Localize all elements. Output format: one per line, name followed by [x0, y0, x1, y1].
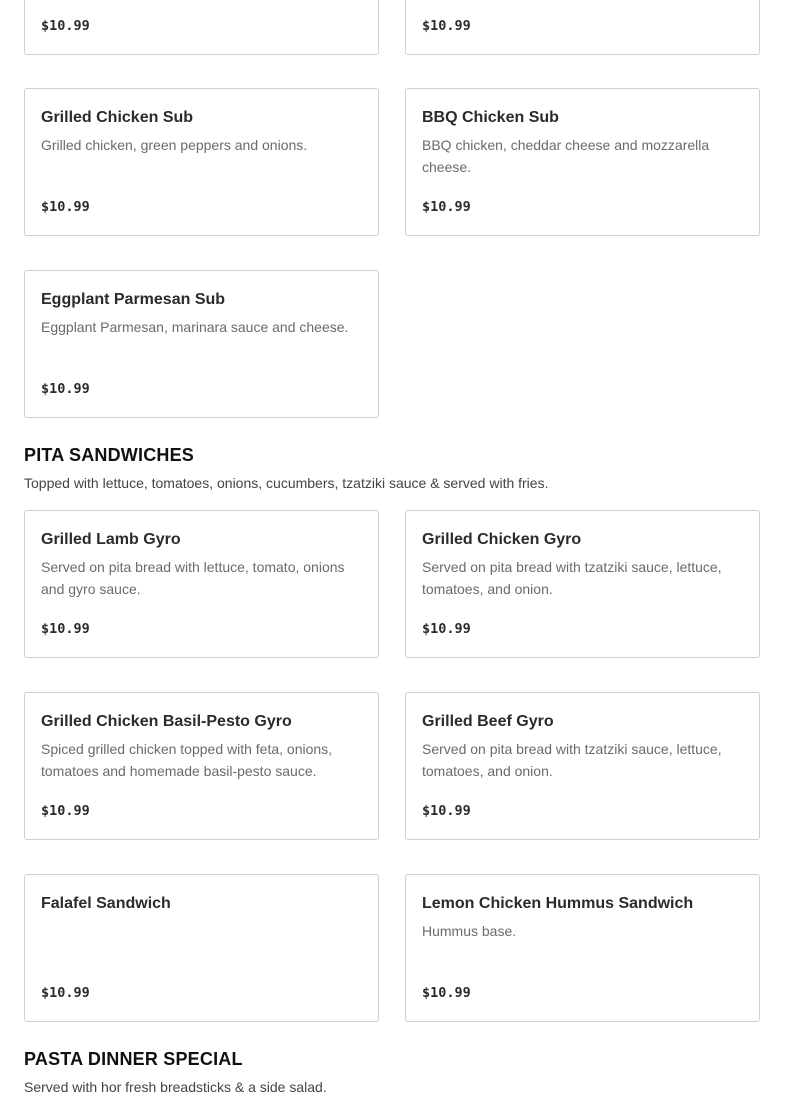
menu-item-card[interactable]	[405, 874, 760, 1022]
menu-item-price: $10.99	[422, 985, 471, 1001]
menu-item-card[interactable]	[24, 874, 379, 1022]
menu-item-description: Grilled chicken, green peppers and onions.	[41, 137, 308, 153]
section-description-pasta: Served with hor fresh breadsticks & a side salad.	[24, 1079, 327, 1095]
menu-item-name: Eggplant Parmesan Sub	[41, 291, 226, 308]
menu-item-price: $10.99	[41, 199, 90, 215]
menu-item-price: $10.99	[41, 18, 90, 34]
menu-item-card[interactable]	[405, 510, 760, 658]
menu-item-name: Grilled Chicken Gyro	[422, 531, 582, 548]
menu-item-name: Grilled Chicken Basil-Pesto Gyro	[41, 713, 292, 730]
section-title-pita: PITA SANDWICHES	[24, 445, 195, 465]
menu-item-name: Falafel Sandwich	[41, 895, 171, 912]
section-title-pasta: PASTA DINNER SPECIAL	[24, 1049, 243, 1069]
menu-item-description: Served on pita bread with tzatziki sauce, lettuce, tomatoes, and onion.	[422, 741, 722, 779]
menu-item-description: Served on pita bread with tzatziki sauce, lettuce, tomatoes, and onion.	[422, 559, 722, 597]
menu-item-description: Hummus base.	[422, 923, 517, 939]
menu-item-description: Served on pita bread with lettuce, tomato, onions and gyro sauce.	[41, 559, 345, 597]
menu-item-price: $10.99	[422, 803, 471, 819]
menu-item-name: Grilled Lamb Gyro	[41, 531, 181, 548]
menu-item-name: Grilled Beef Gyro	[422, 713, 554, 730]
menu-item-description: Spiced grilled chicken topped with feta, onions, tomatoes and homemade basil-pesto sauce.	[41, 741, 333, 779]
menu-item-price: $10.99	[41, 381, 90, 397]
menu-item-card[interactable]	[24, 692, 379, 840]
menu-item-price: $10.99	[422, 621, 471, 637]
menu-item-name: Lemon Chicken Hummus Sandwich	[422, 895, 694, 912]
menu-item-price: $10.99	[422, 199, 471, 215]
menu-item-price: $10.99	[422, 18, 471, 34]
menu-item-card[interactable]	[405, 692, 760, 840]
menu-item-description: Eggplant Parmesan, marinara sauce and cheese.	[41, 319, 349, 335]
menu-item-card[interactable]	[405, 0, 760, 55]
menu-item-price: $10.99	[41, 985, 90, 1001]
menu-item-card[interactable]	[405, 88, 760, 236]
menu-item-card[interactable]	[24, 88, 379, 236]
menu-item-name: Grilled Chicken Sub	[41, 109, 194, 126]
menu-item-card[interactable]	[24, 510, 379, 658]
menu-item-name: BBQ Chicken Sub	[422, 109, 559, 126]
menu-item-price: $10.99	[41, 621, 90, 637]
section-description-pita: Topped with lettuce, tomatoes, onions, cucumbers, tzatziki sauce & served with fries.	[24, 475, 549, 491]
menu-item-card[interactable]	[24, 270, 379, 418]
menu-item-price: $10.99	[41, 803, 90, 819]
menu-item-description: BBQ chicken, cheddar cheese and mozzarella cheese.	[422, 137, 710, 175]
menu-item-card[interactable]	[24, 0, 379, 55]
